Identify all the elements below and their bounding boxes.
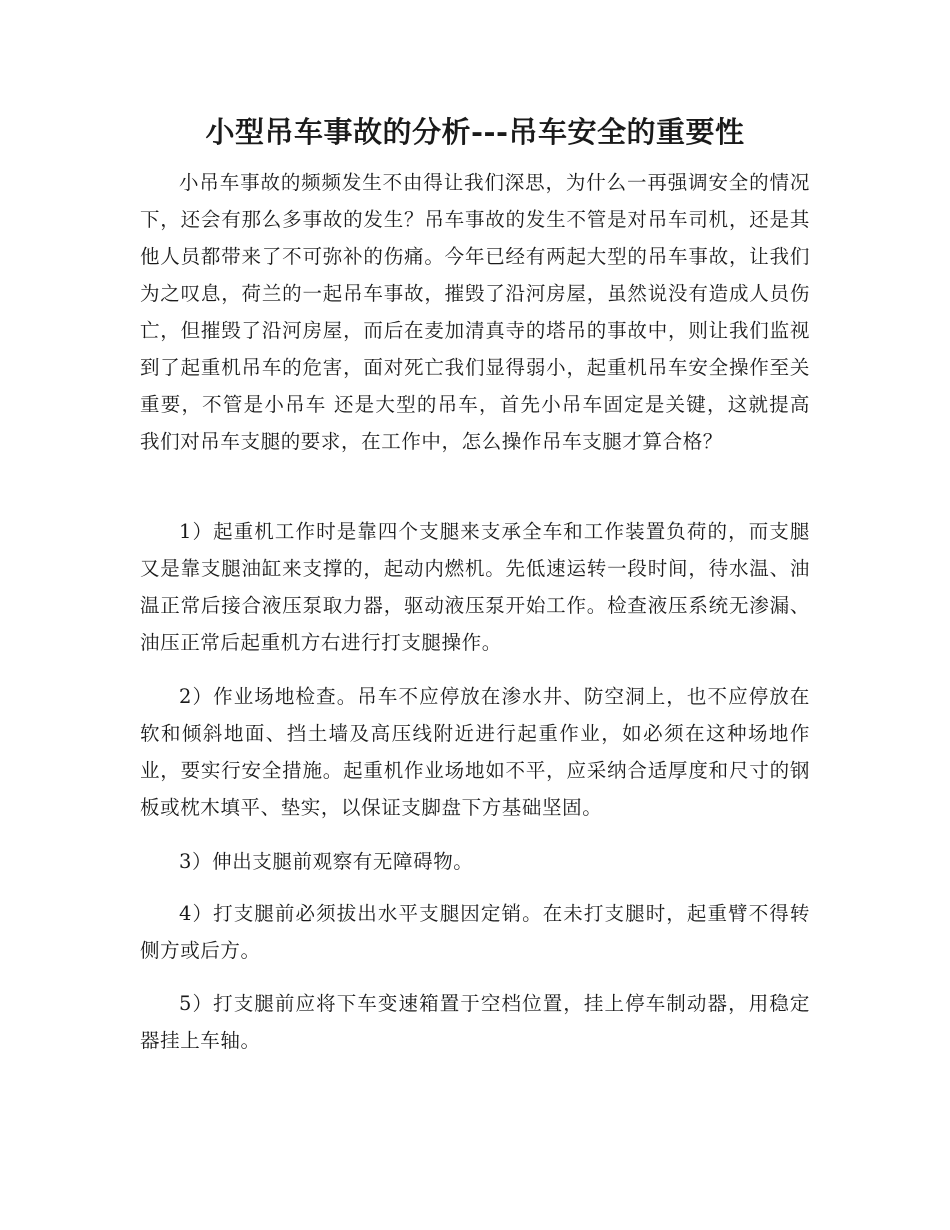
intro-paragraph: 小吊车事故的频频发生不由得让我们深思，为什么一再强调安全的情况下，还会有那么多事故的发生？吊车事故的发生不管是对吊车司机，还是其他人员都带来了不可弥补的伤痛。今年已经有两起大型的吊车事故，让我们为之叹息，荷兰的一起吊车事故，摧毁了沿河房屋，虽然说没有造成人员伤亡，但摧毁了沿河房屋，而后在麦加清真寺的塔吊的事故中，则让我们监视到了起重机吊车的危害，面对死亡我们显得弱小，起重机吊车安全操作至关重要，不管是小吊车 还是大型的吊车，首先小吊车固定是关键，这就提高我们对吊车支腿的要求，在工作中，怎么操作吊车支腿才算合格？ bbox=[140, 171, 810, 453]
paragraph-item-5: 5）打支腿前应将下车变速箱置于空档位置，挂上停车制动器，用稳定器挂上车轴。 bbox=[140, 992, 810, 1052]
paragraph-item-2: 2）作业场地检查。吊车不应停放在渗水井、防空洞上，也不应停放在软和倾斜地面、挡土墙及高压线附近进行起重作业，如必须在这种场地作业，要实行安全措施。起重机作业场地如不平，应采纳合适厚度和尺寸的钢板或枕木填平、垫实，以保证支脚盘下方基础坚固。 bbox=[140, 685, 810, 819]
paragraph-item-4: 4）打支腿前必须拔出水平支腿因定销。在未打支腿时，起重臂不得转侧方或后方。 bbox=[140, 902, 810, 962]
paragraph-item-1: 1）起重机工作时是靠四个支腿来支承全车和工作装置负荷的，而支腿又是靠支腿油缸来支撑的，起动内燃机。先低速运转一段时间，待水温、油温正常后接合液压泵取力器，驱动液压泵开始工作。检查液压系统无渗漏、油压正常后起重机方右进行打支腿操作。 bbox=[140, 520, 810, 654]
document-title: 小型吊车事故的分析---吊车安全的重要性 bbox=[205, 115, 745, 149]
paragraph-item-3: 3）伸出支腿前观察有无障碍物。 bbox=[179, 850, 474, 873]
